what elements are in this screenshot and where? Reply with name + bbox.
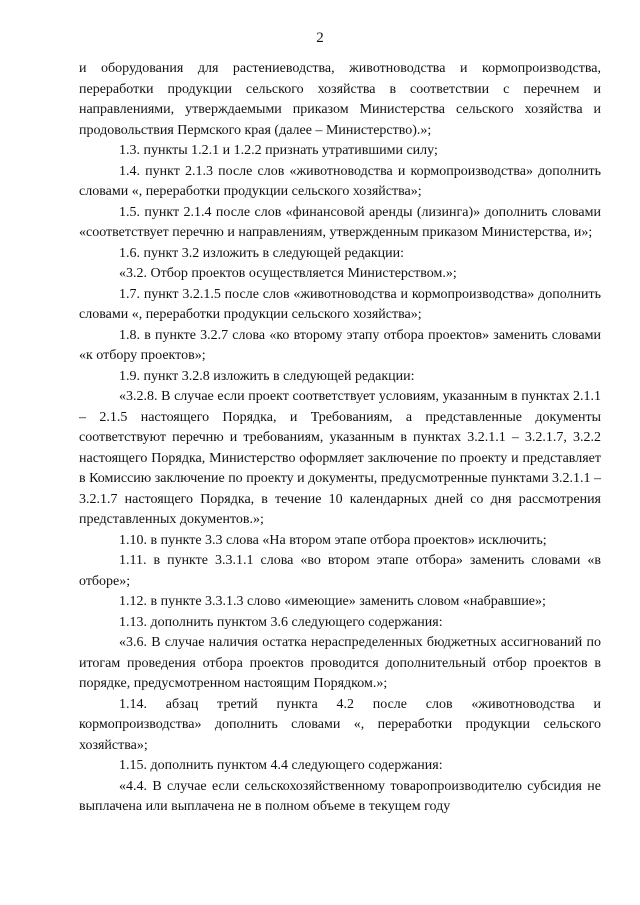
paragraph-1-5: 1.5. пункт 2.1.4 после слов «финансовой аренды (лизинга)» дополнить словами «соответствует перечню и направлениям, утвержденным приказом Министерства, и»;: [79, 204, 601, 240]
paragraph-1-4: 1.4. пункт 2.1.3 после слов «животноводства и кормопроизводства» дополнить словами «, переработки продукции сельского хозяйства»;: [79, 163, 601, 199]
paragraph-1-11: 1.11. в пункте 3.3.1.1 слова «во втором этапе отбора» заменить словами «в отборе»;: [79, 553, 601, 589]
paragraph-1-12: 1.12. в пункте 3.3.1.3 слово «имеющие» заменить словом «набравшие»;: [119, 594, 546, 609]
paragraph-3-2-8-text: «3.2.8. В случае если проект соответствует условиям, указанным в пунктах 2.1.1 – 2.1.5 настоящего Порядка, и Требованиям, а представленные документы соответствуют перечню и требованиям, указанным в пунктах 3.2.1.1 – 3.2.1.7, 3.2.2 настоящего Порядка, Министерство оформляет заключение по проекту и представляет в Комиссию заключение по проекту и документы, предусмотренные пунктами 3.2.1.1 – 3.2.1.7 настоящего Порядка, в течение 10 календарных дней со дня рассмотрения представленных документов.»;: [79, 389, 601, 527]
paragraph-1-15: 1.15. дополнить пунктом 4.4 следующего содержания:: [119, 758, 443, 773]
paragraph-1-13: 1.13. дополнить пунктом 3.6 следующего содержания:: [119, 614, 443, 630]
paragraph-1-10: 1.10. в пункте 3.3 слова «На втором этапе отбора проектов» исключить;: [119, 532, 547, 548]
paragraph-1-6: 1.6. пункт 3.2 изложить в следующей редакции:: [119, 245, 404, 261]
paragraph-1-8: 1.8. в пункте 3.2.7 слова «ко второму этапу отбора проектов» заменить словами «к отбору проектов»;: [79, 327, 601, 363]
paragraph-1-9: 1.9. пункт 3.2.8 изложить в следующей редакции:: [119, 368, 415, 384]
document-body: [79, 59, 601, 818]
paragraph-1-7: 1.7. пункт 3.2.1.5 после слов «животноводства и кормопроизводства» дополнить словами «, переработки продукции сельского хозяйства»;: [79, 286, 601, 322]
paragraph-1-14: 1.14. абзац третий пункта 4.2 после слов «животноводства и кормопроизводства» дополнить словами «, переработки продукции сельского хозяйства»;: [79, 696, 601, 753]
paragraph-3-2-text: «3.2. Отбор проектов осуществляется Министерством.»;: [119, 266, 457, 281]
paragraph-3-6-text: «3.6. В случае наличия остатка нераспределенных бюджетных ассигнований по итогам проведения отбора проектов проводится дополнительный отбор проектов в порядке, предусмотренном настоящим Порядком.»;: [79, 635, 601, 691]
paragraph-4-4-text: «4.4. В случае если сельскохозяйственному товаропроизводителю субсидия не выплачена или выплачена не в полном объеме в текущем году: [79, 778, 601, 814]
paragraph-1-3: 1.3. пункты 1.2.1 и 1.2.2 признать утратившими силу;: [119, 143, 438, 158]
paragraph-continuation: и оборудования для растениеводства, животноводства и кормопроизводства, переработки продукции сельского хозяйства в соответствии с перечнем и направлениями, утверждаемыми приказом Министерства сельского хозяйства и продовольствия Пермского края (далее – Министерство).»;: [79, 61, 601, 138]
page-number: 2: [316, 30, 324, 46]
